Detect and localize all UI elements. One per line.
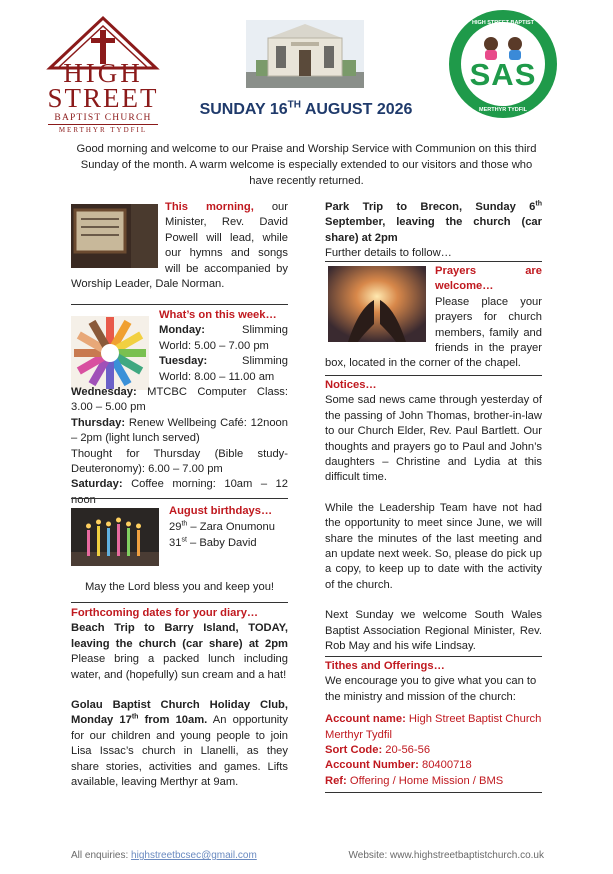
notices-section	[325, 378, 542, 655]
account-number	[325, 758, 542, 773]
birthdays-heading: August birthdays…	[169, 505, 273, 517]
beach-trip-title: Beach Trip to Barry Island, TODAY, leaving the church (car share) at 2pm	[71, 622, 288, 650]
whats-on-section	[71, 308, 288, 508]
tuesday-label: Tuesday:	[159, 355, 208, 368]
saturday-text: Coffee morning: 10am – 12 noon	[71, 478, 288, 506]
photo-float-spacer	[71, 308, 159, 384]
account-number-label: Account Number:	[325, 759, 419, 772]
diary-heading: Forthcoming dates for your diary…	[71, 607, 259, 619]
whats-on-heading: What’s on this week…	[159, 309, 277, 321]
beach-trip-text: Please bring a packed lunch including water, and (hopefully) sun cream and a hat!	[71, 653, 288, 681]
divider-right-4	[325, 792, 542, 793]
park-trip-follow: Further details to follow…	[325, 247, 452, 260]
sas-letters: SAS	[469, 57, 537, 92]
sort-code-label: Sort Code:	[325, 744, 383, 757]
birthday-david	[169, 536, 289, 551]
monday-text: Slimming World: 5.00 – 7.00 pm	[159, 324, 288, 352]
wednesday-label: Wednesday:	[71, 386, 137, 399]
this-morning-text: our Minister, Rev. David Powell will lead, while our hymns and songs will be accompanied by Worship Leader, Dale Norman.	[71, 201, 288, 291]
park-trip-bold-2: September, leaving the church (car share) at 2pm	[325, 216, 542, 244]
whats-on-thursday-study: Thought for Thursday (Bible study- Deuteronomy): 6.00 – 7.00 pm	[71, 447, 288, 476]
golau-sup: th	[131, 713, 139, 721]
title-date: SUNDAY 16	[199, 101, 288, 118]
this-morning-heading: This morning,	[165, 201, 254, 213]
this-morning-section	[71, 200, 288, 292]
tithes-heading: Tithes and Offerings…	[325, 660, 445, 672]
sort-code	[325, 743, 542, 758]
golau-time: from 10am.	[138, 714, 208, 727]
divider-right-1	[325, 261, 542, 262]
b1-name: – Zara Onumonu	[187, 521, 275, 533]
thursday-label: Thursday:	[71, 416, 126, 429]
park-trip-section	[325, 200, 542, 262]
b1-day: 29	[169, 521, 182, 533]
title-sup: TH	[287, 99, 301, 111]
tuesday-text: Slimming World: 8.00 – 11.00 am	[159, 355, 288, 383]
website-label: Website:	[348, 850, 391, 861]
logo-baptist-church: BAPTIST CHURCH	[54, 113, 152, 123]
prayers-section	[325, 264, 542, 372]
sas-bottom-text: MERTHYR TYDFIL	[479, 107, 527, 113]
account-name-label: Account name:	[325, 713, 406, 726]
church-logo	[44, 10, 162, 134]
park-trip-title	[325, 200, 542, 246]
divider-right-3	[325, 656, 542, 657]
b2-sup: st	[181, 536, 187, 544]
blessing-text: May the Lord bless you and keep you!	[84, 581, 275, 593]
golau-club	[71, 698, 288, 790]
ref-value: Offering / Home Mission / BMS	[346, 774, 504, 787]
welcome-text: Good morning and welcome to our Praise and Worship Service with Communion on this third Sunday of the month. A warm welcome is especially extended to our visitors and those who have recently returned.	[76, 143, 537, 187]
tithes-text: We encourage you to give what you can to the ministry and mission of the church:	[325, 675, 537, 703]
beach-trip	[71, 621, 288, 683]
golau-text: An opportunity for our children and young people to join Lisa Issac’s church in Llanelli, as they share stories, activities and games. Lifts available, leaving Merthyr at 9am.	[71, 714, 288, 789]
photo-float-spacer	[71, 200, 165, 264]
title-month-year: AUGUST 2026	[300, 101, 413, 118]
b2-name: – Baby David	[186, 537, 257, 549]
chapel-photo	[246, 20, 364, 88]
photo-float-spacer	[325, 264, 435, 342]
divider-left-3	[71, 602, 288, 603]
enquiries-label: All enquiries:	[71, 850, 132, 861]
diary-section	[71, 606, 288, 790]
ref-label: Ref:	[325, 774, 347, 787]
notices-p2: While the Leadership Team have not had the opportunity to meet since June, we will share the minutes of the last meeting and an update next week. So, please do pick up a copy, to keep up to date with the activity of the church.	[325, 501, 542, 591]
tithes-section	[325, 659, 542, 789]
notices-p1: Some sad news came through yesterday of the passing of John Thomas, brother-in-law to our Church Elder, Rev. Paul Bartlett. Our thoughts and prayers go to Paul and John’s daughters – Christine and Lydia at this difficult time.	[325, 394, 542, 484]
thursday-text: Renew Wellbeing Café: 12noon – 2pm (light lunch served)	[71, 416, 288, 445]
divider-right-2	[325, 375, 542, 376]
sas-logo	[447, 8, 559, 120]
birthday-candles-photo	[71, 508, 159, 566]
b1-sup: th	[181, 520, 188, 528]
saturday-label: Saturday:	[71, 478, 123, 491]
b2-day: 31	[169, 537, 182, 549]
divider-left-2	[71, 498, 288, 499]
sas-top-text: HIGH STREET BAPTIST CHURCH	[471, 20, 535, 32]
footer-enquiries	[71, 848, 311, 863]
account-name	[325, 712, 542, 743]
prayers-text: Please place your prayers for church members, family and friends in the prayer box, located in the corner of the chapel.	[325, 295, 542, 370]
website-link[interactable]: www.highstreetbaptistchurch.co.uk	[390, 850, 544, 861]
sort-code-value: 20-56-56	[382, 744, 431, 757]
email-link[interactable]: highstreetbcsec@gmail.com	[131, 850, 257, 861]
page-title	[180, 100, 432, 120]
wednesday-text: MTCBC Computer Class: 3.00 – 5.00 pm	[71, 386, 288, 414]
whats-on-thursday	[71, 416, 288, 447]
golau-title: Golau Baptist Church Holiday Club, Monday 17	[71, 699, 288, 727]
birthday-zara	[169, 520, 289, 535]
logo-high: HIGH	[63, 58, 143, 88]
notices-heading: Notices…	[325, 379, 377, 391]
prayers-heading: Prayers are welcome…	[435, 265, 542, 293]
monday-label: Monday:	[159, 324, 205, 337]
payment-reference	[325, 774, 542, 789]
whats-on-wednesday	[71, 385, 288, 416]
logo-street: STREET	[47, 83, 159, 113]
footer-website	[330, 848, 544, 863]
account-name-value: High Street Baptist Church Merthyr Tydfil	[325, 713, 542, 741]
logo-merthyr: MERTHYR TYDFIL	[58, 126, 148, 134]
account-number-value: 80400718	[418, 759, 472, 772]
divider-left-1	[71, 304, 288, 305]
park-trip-sup: th	[535, 200, 542, 208]
park-trip-bold: Park Trip to Brecon, Sunday 6	[325, 201, 536, 213]
notices-p3: Next Sunday we welcome South Wales Baptist Association Regional Minister, Rev. Rob May and his wife Lindsay.	[325, 609, 542, 653]
logo-divider	[48, 124, 158, 125]
